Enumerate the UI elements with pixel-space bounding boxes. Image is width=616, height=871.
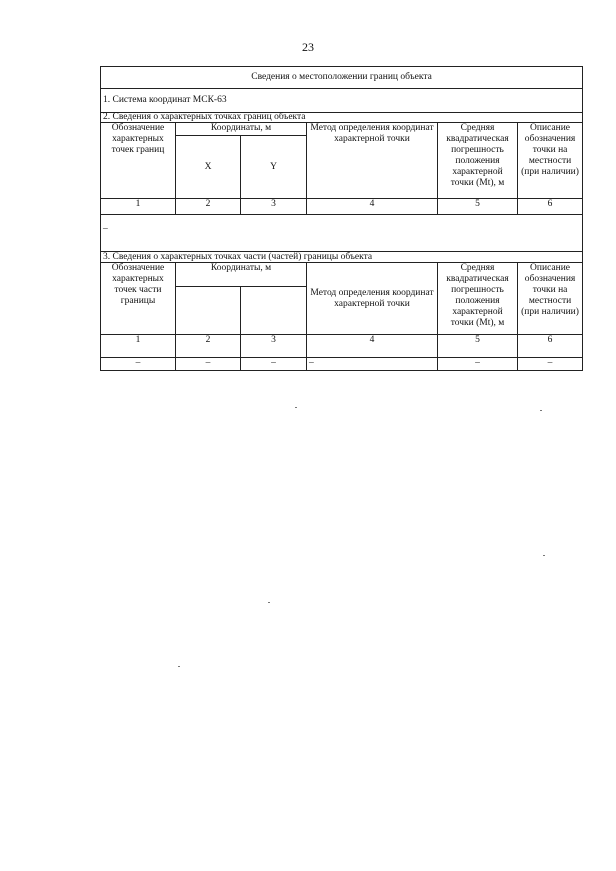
- scan-speck: [543, 555, 545, 556]
- header-coordinates: Координаты, м: [176, 263, 307, 287]
- col-number: 5: [438, 335, 518, 358]
- header-method: Метод определения координат характерной точки: [307, 123, 438, 199]
- header-y-empty: [241, 287, 307, 335]
- col-number: 5: [438, 199, 518, 215]
- header-description: Описание обозначения точки на местности (при наличии): [518, 123, 583, 199]
- boundaries-table: [100, 66, 583, 371]
- coordinate-system-row: 1. Система координат МСК-63: [101, 89, 583, 113]
- header-x: X: [176, 136, 241, 199]
- col-number: 2: [176, 335, 241, 358]
- section2-label: 2. Сведения о характерных точках границ объекта: [101, 113, 583, 123]
- data-cell: –: [438, 358, 518, 371]
- data-cell: –: [101, 358, 176, 371]
- header-method: Метод определения координат характерной точки: [307, 263, 438, 335]
- col-number: 6: [518, 199, 583, 215]
- col-number: 4: [307, 335, 438, 358]
- table-title: Сведения о местоположении границ объекта: [101, 67, 583, 89]
- scan-speck: [178, 666, 180, 667]
- col-number: 2: [176, 199, 241, 215]
- col-number: 3: [241, 335, 307, 358]
- header-description: Описание обозначения точки на местности (при наличии): [518, 263, 583, 335]
- col-number: 1: [101, 199, 176, 215]
- scan-speck: [295, 407, 297, 408]
- header-y: Y: [241, 136, 307, 199]
- col-number: 4: [307, 199, 438, 215]
- data-cell: –: [176, 358, 241, 371]
- col-number: 6: [518, 335, 583, 358]
- page-number: 23: [302, 40, 314, 54]
- col-number: 3: [241, 199, 307, 215]
- empty-data-row: –: [101, 215, 583, 252]
- col-number: 1: [101, 335, 176, 358]
- data-cell: –: [307, 358, 438, 371]
- data-cell: –: [241, 358, 307, 371]
- section3-label: 3. Сведения о характерных точках части (частей) границы объекта: [101, 252, 583, 263]
- header-error: Средняя квадратическая погрешность положения характерной точки (Mt), м: [438, 263, 518, 335]
- data-cell: –: [518, 358, 583, 371]
- header-point-designation: Обозначение характерных точек части границы: [101, 263, 176, 335]
- header-x-empty: [176, 287, 241, 335]
- scan-speck: [540, 410, 542, 411]
- header-coordinates: Координаты, м: [176, 123, 307, 136]
- header-error: Средняя квадратическая погрешность положения характерной точки (Mt), м: [438, 123, 518, 199]
- header-point-designation: Обозначение характерных точек границ: [101, 123, 176, 199]
- scan-speck: [268, 602, 270, 603]
